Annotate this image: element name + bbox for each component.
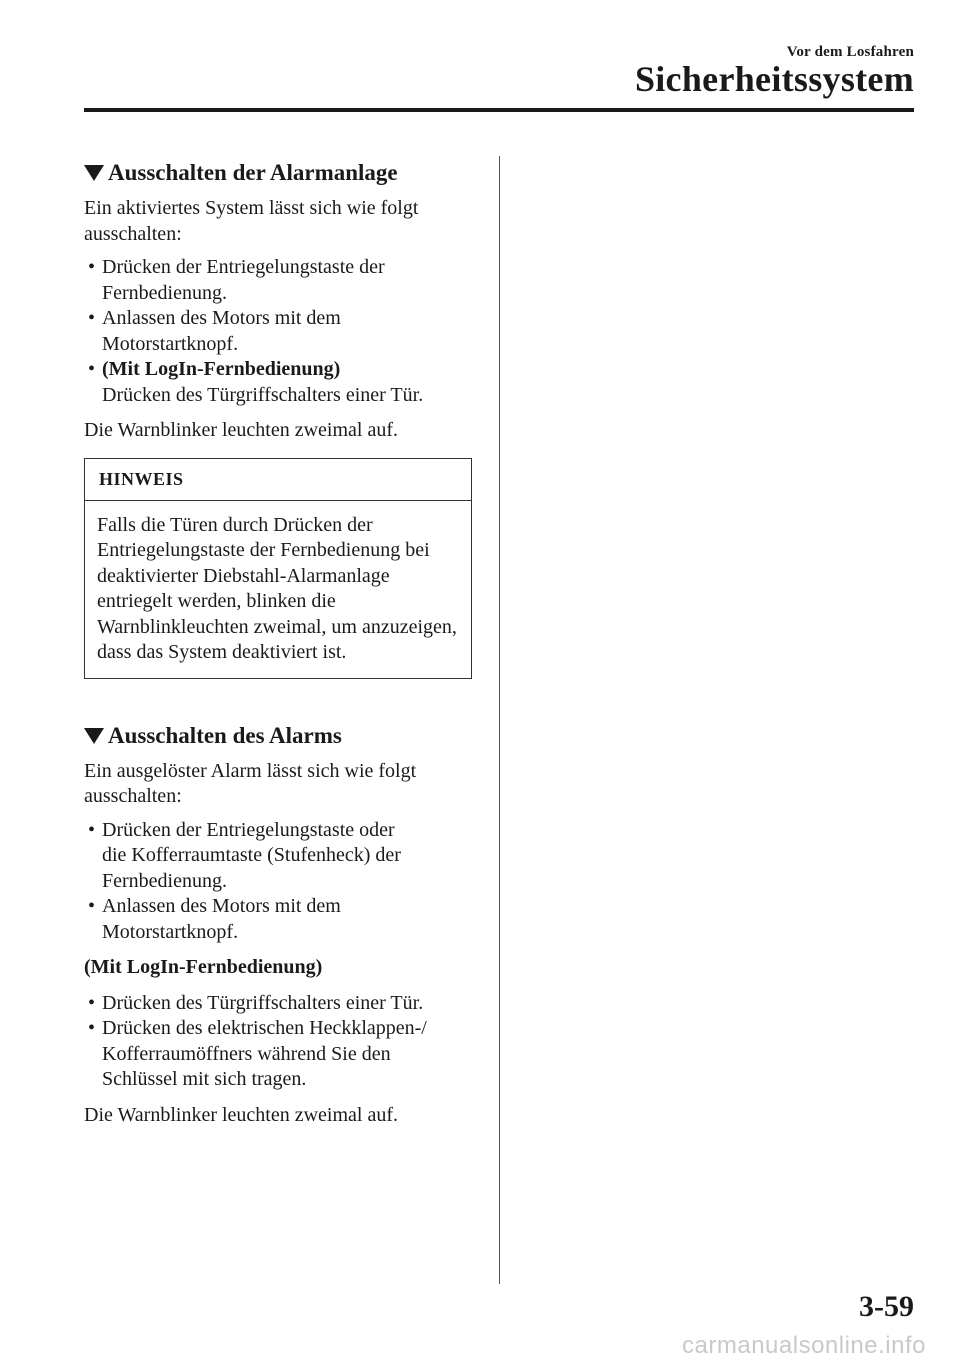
note-label: HINWEIS xyxy=(85,459,471,501)
header-rule xyxy=(84,108,914,112)
list-item-line: Kofferraumöffners während Sie den xyxy=(102,1042,391,1065)
header-kicker: Vor dem Losfahren xyxy=(786,44,914,60)
outro-paragraph: Die Warnblinker leuchten zweimal auf. xyxy=(84,1103,399,1126)
section-heading-text: Ausschalten der Alarmanlage xyxy=(108,160,398,185)
list-item-line: Fernbedienung. xyxy=(102,869,227,892)
list-item-line: Drücken der Entriegelungstaste oder xyxy=(102,818,395,841)
list-item-line: Drücken des elektrischen Heckklappen-/ xyxy=(102,1017,427,1039)
list-item-line: Anlassen des Motors mit dem xyxy=(102,895,341,917)
list-item xyxy=(88,255,474,306)
list-item-condition: (Mit LogIn-Fernbedienung) xyxy=(102,358,341,380)
list-item-line: Drücken der Entriegelungstaste der xyxy=(102,256,385,278)
left-column xyxy=(84,160,474,1136)
triangle-down-icon xyxy=(84,728,104,744)
list-item xyxy=(88,894,474,945)
intro-paragraph: Ein aktiviertes System lässt sich wie folgt ausschalten: xyxy=(84,197,419,245)
list-item-line: Motorstartknopf. xyxy=(102,332,239,355)
bullet: • xyxy=(88,307,96,329)
section-heading xyxy=(84,723,474,749)
section-heading xyxy=(84,160,474,186)
page-number: 3-59 xyxy=(859,1290,914,1323)
bullet: • xyxy=(88,358,96,380)
note-text: Falls die Türen durch Drücken der Entriegelungstaste der Fernbedienung bei deaktivierter Diebstahl-Alarmanlage entriegelt werden, blinken die Warnblinkleuchten zweimal, um anzuzeigen, dass das System deaktiviert ist. xyxy=(97,513,457,663)
column-divider xyxy=(499,156,500,1284)
bullet-list xyxy=(84,255,474,408)
triangle-down-icon xyxy=(84,165,104,181)
condition-subheading: (Mit LogIn-Fernbedienung) xyxy=(84,956,323,978)
outro-paragraph: Die Warnblinker leuchten zweimal auf. xyxy=(84,419,399,441)
list-item xyxy=(88,818,474,895)
watermark-text: carmanualsonline.info xyxy=(682,1332,926,1359)
bullet: • xyxy=(88,256,96,278)
list-item-line: Drücken des Türgriffschalters einer Tür. xyxy=(102,991,424,1014)
list-item-line: Anlassen des Motors mit dem xyxy=(102,307,341,329)
bullet: • xyxy=(88,895,96,917)
page-title: Sicherheitssystem xyxy=(634,59,914,99)
section-alarm-system-off xyxy=(84,160,474,679)
bullet: • xyxy=(88,991,96,1014)
bullet-list xyxy=(84,818,474,946)
list-item xyxy=(88,357,474,408)
intro-paragraph: Ein ausgelöster Alarm lässt sich wie folgt ausschalten: xyxy=(84,759,417,807)
list-item-line: Drücken des Türgriffschalters einer Tür. xyxy=(102,383,424,406)
bullet: • xyxy=(88,1017,96,1039)
list-item-line: Schlüssel mit sich tragen. xyxy=(102,1068,307,1090)
section-heading-text: Ausschalten des Alarms xyxy=(108,722,342,748)
list-item-line: die Kofferraumtaste (Stufenheck) der xyxy=(102,844,401,866)
list-item xyxy=(88,991,474,1017)
list-item-line: Fernbedienung. xyxy=(102,281,227,304)
section-alarm-off xyxy=(84,723,474,1129)
note-box xyxy=(84,458,472,679)
list-item xyxy=(88,306,474,357)
bullet: • xyxy=(88,818,96,841)
list-item xyxy=(88,1016,474,1093)
bullet-list xyxy=(84,991,474,1093)
list-item-line: Motorstartknopf. xyxy=(102,920,239,943)
